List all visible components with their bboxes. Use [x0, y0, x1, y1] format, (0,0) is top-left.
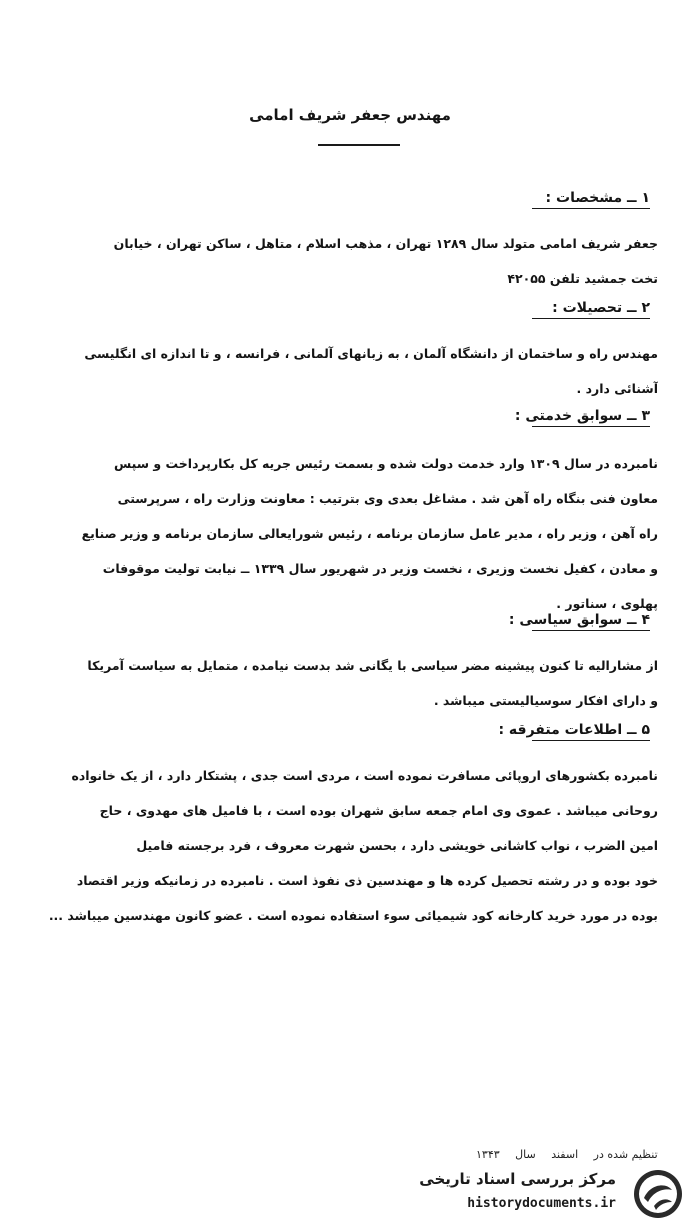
text-line: راه آهن ، وزیر راه ، مدیر عامل سازمان برنامه ، رئیس شورایعالی سازمان برنامه و وزیر صنایع [81, 526, 658, 541]
prepared-year: ۱۳۴۳ [476, 1148, 500, 1161]
section-body-misc [38, 758, 658, 933]
text-line: نامبرده بکشورهای اروپائی مسافرت نموده است ، مردی است جدی ، پشتکار دارد ، از یک خانواده [71, 768, 658, 783]
section-heading-text: ۱ ــ مشخصات : [545, 190, 650, 206]
text-line: مهندس راه و ساختمان از دانشگاه آلمان ، به زبانهای آلمانی ، فرانسه ، و تا اندازه ای انگلیسی [84, 346, 658, 361]
text-line: امین الضرب ، نواب کاشانی خویشی دارد ، بحسن شهرت معروف ، فرد برجسته فامیل [136, 838, 658, 853]
text-line: از مشارالیه تا کنون پیشینه مضر سیاسی با یگانی شد بدست نیامده ، متمایل به سیاست آمریکا [87, 658, 658, 673]
section-heading-service [515, 408, 650, 424]
heading-underline [532, 630, 650, 632]
section-body-education [38, 336, 658, 406]
prepared-date-note [470, 1148, 664, 1161]
text-line: آشنائی دارد . [576, 381, 658, 396]
text-line: نامبرده در سال ۱۳۰۹ وارد خدمت دولت شده و بسمت رئیس جریه کل بکارپرداخت و سپس [114, 456, 658, 471]
section-heading-political [509, 612, 650, 628]
archive-name: مرکز بررسی اسناد تاریخی [419, 1170, 616, 1188]
heading-underline [532, 208, 650, 210]
prepared-year-label: سال [515, 1148, 536, 1161]
document-title: مهندس جعفر شریف امامی [249, 106, 451, 124]
text-line: معاون فنی بنگاه راه آهن شد . مشاغل بعدی وی بترتیب : معاونت وزارت راه ، سرپرستی [117, 491, 658, 506]
heading-underline [532, 740, 650, 742]
text-line: خود بوده و در رشته تحصیل کرده ها و مهندسین ذی نفوذ است . نامبرده در زمانیکه وزیر اقتصاد [76, 873, 658, 888]
section-body-political [38, 648, 658, 718]
section-heading-identity [546, 190, 650, 206]
section-heading-education [552, 300, 650, 316]
section-heading-text: ۴ ــ سوابق سیاسی : [508, 612, 650, 628]
section-heading-misc [498, 722, 650, 738]
title-underline [318, 144, 400, 146]
text-line: تخت جمشید تلفن ۴۲۰۵۵ [507, 271, 658, 286]
archive-url: historydocuments.ir [467, 1196, 616, 1211]
section-heading-text: ۲ ــ تحصیلات : [552, 300, 650, 316]
archive-logo-icon [632, 1168, 684, 1220]
prepared-month: اسفند [551, 1148, 579, 1161]
heading-underline [532, 426, 650, 428]
section-heading-text: ۳ ــ سوابق خدمتی : [514, 408, 650, 424]
section-heading-text: ۵ ــ اطلاعات متفرقه : [498, 722, 650, 738]
section-body-service [38, 446, 658, 621]
text-line: و دارای افکار سوسیالیستی میباشد . [433, 693, 658, 708]
text-line: بوده در مورد خرید کارخانه کود شیمیائی سوء استفاده نموده است . عضو کانون مهندسین میباشد ... [48, 908, 658, 923]
archive-watermark [419, 1162, 692, 1224]
heading-underline [532, 318, 650, 320]
text-line: و معادن ، کفیل نخست وزیری ، نخست وزیر در شهریور سال ۱۳۳۹ ــ نیابت تولیت موقوفات [102, 561, 658, 576]
text-line: جعفر شریف امامی متولد سال ۱۲۸۹ تهران ، مذهب اسلام ، متاهل ، ساکن تهران ، خیابان [113, 236, 658, 251]
text-line: پهلوی ، سناتور . [556, 596, 658, 611]
prepared-label: تنظیم شده در [593, 1148, 658, 1161]
text-line: روحانی میباشد . عموی وی امام جمعه سابق شهران بوده است ، با فامیل های مهدوی ، حاج [99, 803, 658, 818]
section-body-identity [38, 226, 658, 296]
